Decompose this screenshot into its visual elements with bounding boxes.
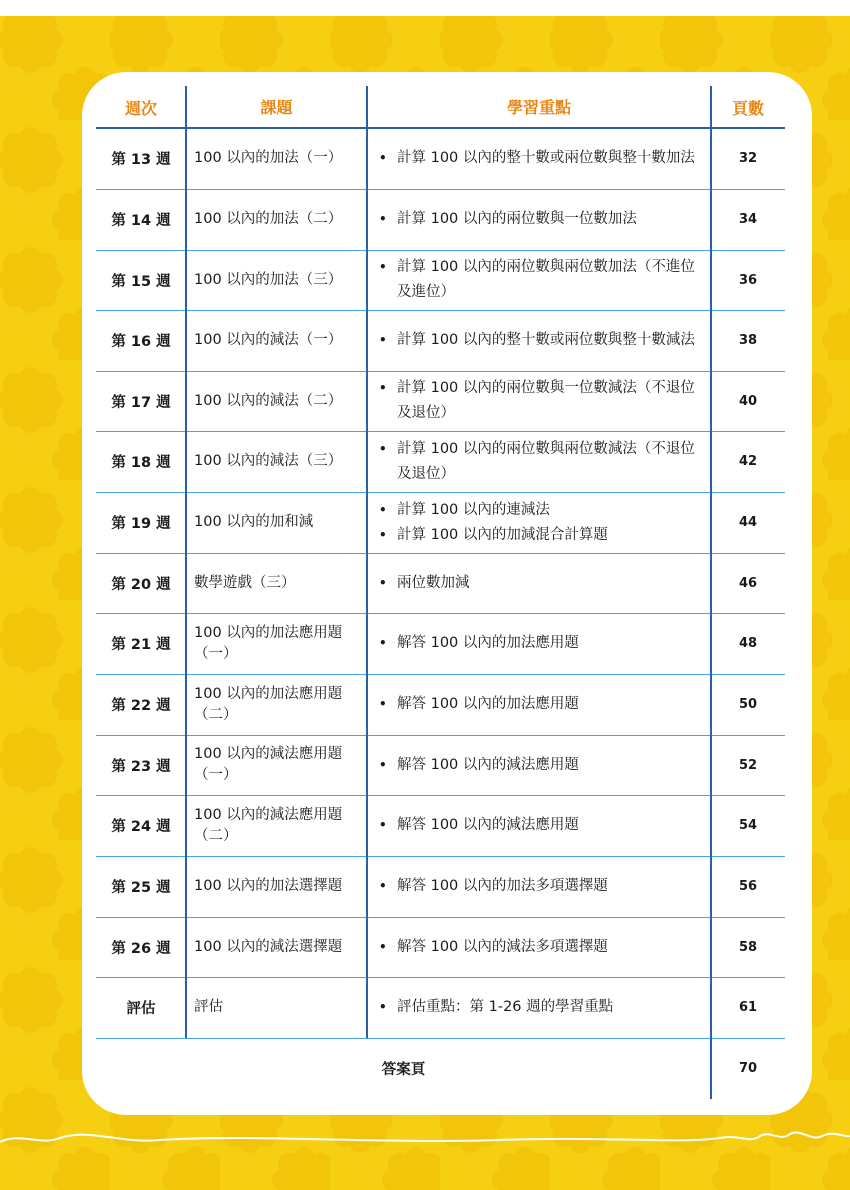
bullet-icon: • — [379, 1000, 387, 1014]
row-week: 第 18 週 — [111, 455, 171, 471]
table-header — [96, 86, 785, 128]
header-page: 頁數 — [731, 98, 764, 118]
row-page: 58 — [738, 939, 758, 955]
row-week: 第 25 週 — [111, 880, 171, 896]
row-topic: 100 以內的減法（一） — [194, 332, 343, 348]
row-focus — [367, 735, 711, 795]
row-topic: 100 以內的減法應用題（二） — [194, 806, 343, 844]
table-row — [96, 917, 785, 978]
row-topic: 100 以內的加法應用題（一） — [194, 624, 343, 662]
row-week: 第 14 週 — [111, 213, 171, 229]
row-focus — [367, 613, 711, 674]
row-topic: 100 以內的加法（二） — [194, 211, 343, 227]
row-topic: 100 以內的加法應用題（二） — [194, 685, 343, 723]
row-page: 40 — [738, 393, 758, 409]
row-week: 第 21 週 — [111, 637, 171, 653]
row-page: 44 — [738, 515, 758, 530]
row-page: 52 — [738, 757, 758, 773]
table-row — [96, 674, 785, 736]
row-page: 36 — [738, 272, 758, 288]
bullet-icon: • — [379, 818, 387, 832]
focus-item: • 兩位數加減 — [379, 571, 470, 596]
row-page: 54 — [738, 818, 758, 833]
row-page: 38 — [738, 333, 758, 348]
decorative-wave-line — [0, 1124, 850, 1154]
row-topic: 評估 — [194, 999, 223, 1015]
table-row — [96, 735, 785, 796]
answer-label: 答案頁 — [381, 1062, 426, 1078]
bullet-icon: • — [379, 333, 387, 347]
row-focus — [367, 189, 711, 250]
row-topic: 數學遊戲（三） — [194, 574, 296, 591]
row-topic: 100 以內的加法選擇題 — [194, 878, 343, 894]
row-week: 第 22 週 — [111, 698, 171, 714]
focus-item: • 解答 100 以內的加法應用題 — [379, 631, 579, 656]
header-topic: 課題 — [260, 97, 293, 117]
bullet-icon: • — [379, 527, 387, 542]
table-row — [96, 371, 785, 432]
row-focus — [367, 492, 711, 553]
row-week: 第 13 週 — [111, 152, 171, 168]
table-row — [96, 128, 785, 190]
row-focus — [367, 250, 711, 310]
column-divider — [366, 86, 368, 1038]
row-page: 48 — [738, 636, 758, 651]
row-focus — [367, 674, 711, 735]
row-topic: 100 以內的加法（一） — [194, 150, 343, 166]
bullet-icon: • — [379, 697, 387, 711]
bullet-icon: • — [379, 260, 387, 274]
row-page: 56 — [738, 879, 758, 894]
focus-item: • 解答 100 以內的加法多項選擇題 — [379, 874, 608, 899]
focus-item: • 計算 100 以內的加減混合計算題 — [379, 523, 608, 548]
row-topic: 100 以內的加和減 — [194, 514, 314, 530]
bullet-icon: • — [379, 381, 387, 395]
row-focus — [367, 856, 711, 917]
bullet-icon: • — [379, 939, 387, 954]
row-page: 42 — [738, 454, 758, 469]
row-week: 第 17 週 — [111, 394, 171, 411]
row-focus — [367, 431, 711, 492]
bullet-icon: • — [379, 151, 387, 165]
bullet-icon: • — [379, 575, 387, 590]
row-topic: 100 以內的減法應用題（一） — [194, 746, 343, 783]
row-focus — [367, 371, 711, 431]
row-week: 第 24 週 — [111, 819, 171, 835]
column-divider — [185, 86, 187, 1038]
row-page: 50 — [738, 697, 758, 712]
row-week: 第 23 週 — [111, 758, 171, 775]
focus-item: • 計算 100 以內的整十數或兩位數與整十數加法 — [379, 146, 695, 171]
focus-item: • 計算 100 以內的兩位數與一位數減法（不退位及退位） — [379, 376, 701, 426]
answer-page: 70 — [738, 1061, 758, 1076]
column-divider — [710, 86, 712, 1099]
row-page: 34 — [738, 212, 758, 227]
focus-item: • 計算 100 以內的整十數或兩位數與整十數減法 — [379, 328, 695, 353]
focus-item: • 解答 100 以內的減法應用題 — [379, 813, 579, 838]
table-row — [96, 492, 785, 554]
header-focus: 學習重點 — [506, 97, 571, 117]
focus-item: • 解答 100 以內的減法應用題 — [379, 753, 579, 778]
focus-item: • 解答 100 以內的減法多項選擇題 — [379, 935, 608, 960]
focus-item: • 計算 100 以內的連減法 — [379, 498, 550, 523]
bullet-icon: • — [379, 879, 387, 893]
focus-item: • 評估重點：第 1-26 週的學習重點 — [379, 995, 613, 1020]
bullet-icon: • — [379, 212, 387, 226]
row-week: 第 16 週 — [111, 334, 171, 350]
row-topic: 100 以內的減法（三） — [194, 453, 343, 469]
bullet-icon: • — [379, 757, 387, 772]
focus-item: • 解答 100 以內的加法應用題 — [379, 692, 579, 717]
focus-item: • 計算 100 以內的兩位數與兩位數減法（不退位及退位） — [379, 437, 701, 487]
row-week: 第 19 週 — [111, 516, 171, 532]
row-focus — [367, 553, 711, 613]
row-week: 評估 — [126, 1001, 156, 1017]
row-week: 第 20 週 — [111, 576, 171, 593]
row-week: 第 15 週 — [111, 273, 171, 290]
row-topic: 100 以內的減法選擇題 — [194, 938, 343, 955]
header-week: 週次 — [124, 98, 157, 118]
row-page: 46 — [738, 575, 758, 591]
row-focus — [367, 128, 711, 189]
row-week: 第 26 週 — [111, 940, 171, 957]
table-row — [96, 310, 785, 372]
row-topic: 100 以內的減法（二） — [194, 392, 343, 409]
table-row — [96, 553, 785, 614]
table-row — [96, 189, 785, 251]
focus-item: • 計算 100 以內的兩位數與兩位數加法（不進位及進位） — [379, 255, 701, 305]
bullet-icon: • — [379, 441, 387, 456]
top-white-strip — [0, 0, 850, 16]
focus-item: • 計算 100 以內的兩位數與一位數加法 — [379, 207, 637, 232]
row-page: 32 — [738, 151, 758, 166]
bullet-icon: • — [379, 502, 387, 517]
row-page: 61 — [738, 1000, 758, 1015]
table-row — [96, 856, 785, 918]
table-row — [96, 977, 785, 1039]
row-focus — [367, 917, 711, 977]
table-row — [96, 795, 785, 857]
row-topic: 100 以內的加法（三） — [194, 271, 343, 288]
bullet-icon: • — [379, 636, 387, 650]
row-focus — [367, 795, 711, 856]
row-focus — [367, 310, 711, 371]
table-row — [96, 431, 785, 493]
table-row — [96, 613, 785, 675]
answer-row — [96, 1038, 785, 1099]
table-row — [96, 250, 785, 311]
row-focus — [367, 977, 711, 1038]
